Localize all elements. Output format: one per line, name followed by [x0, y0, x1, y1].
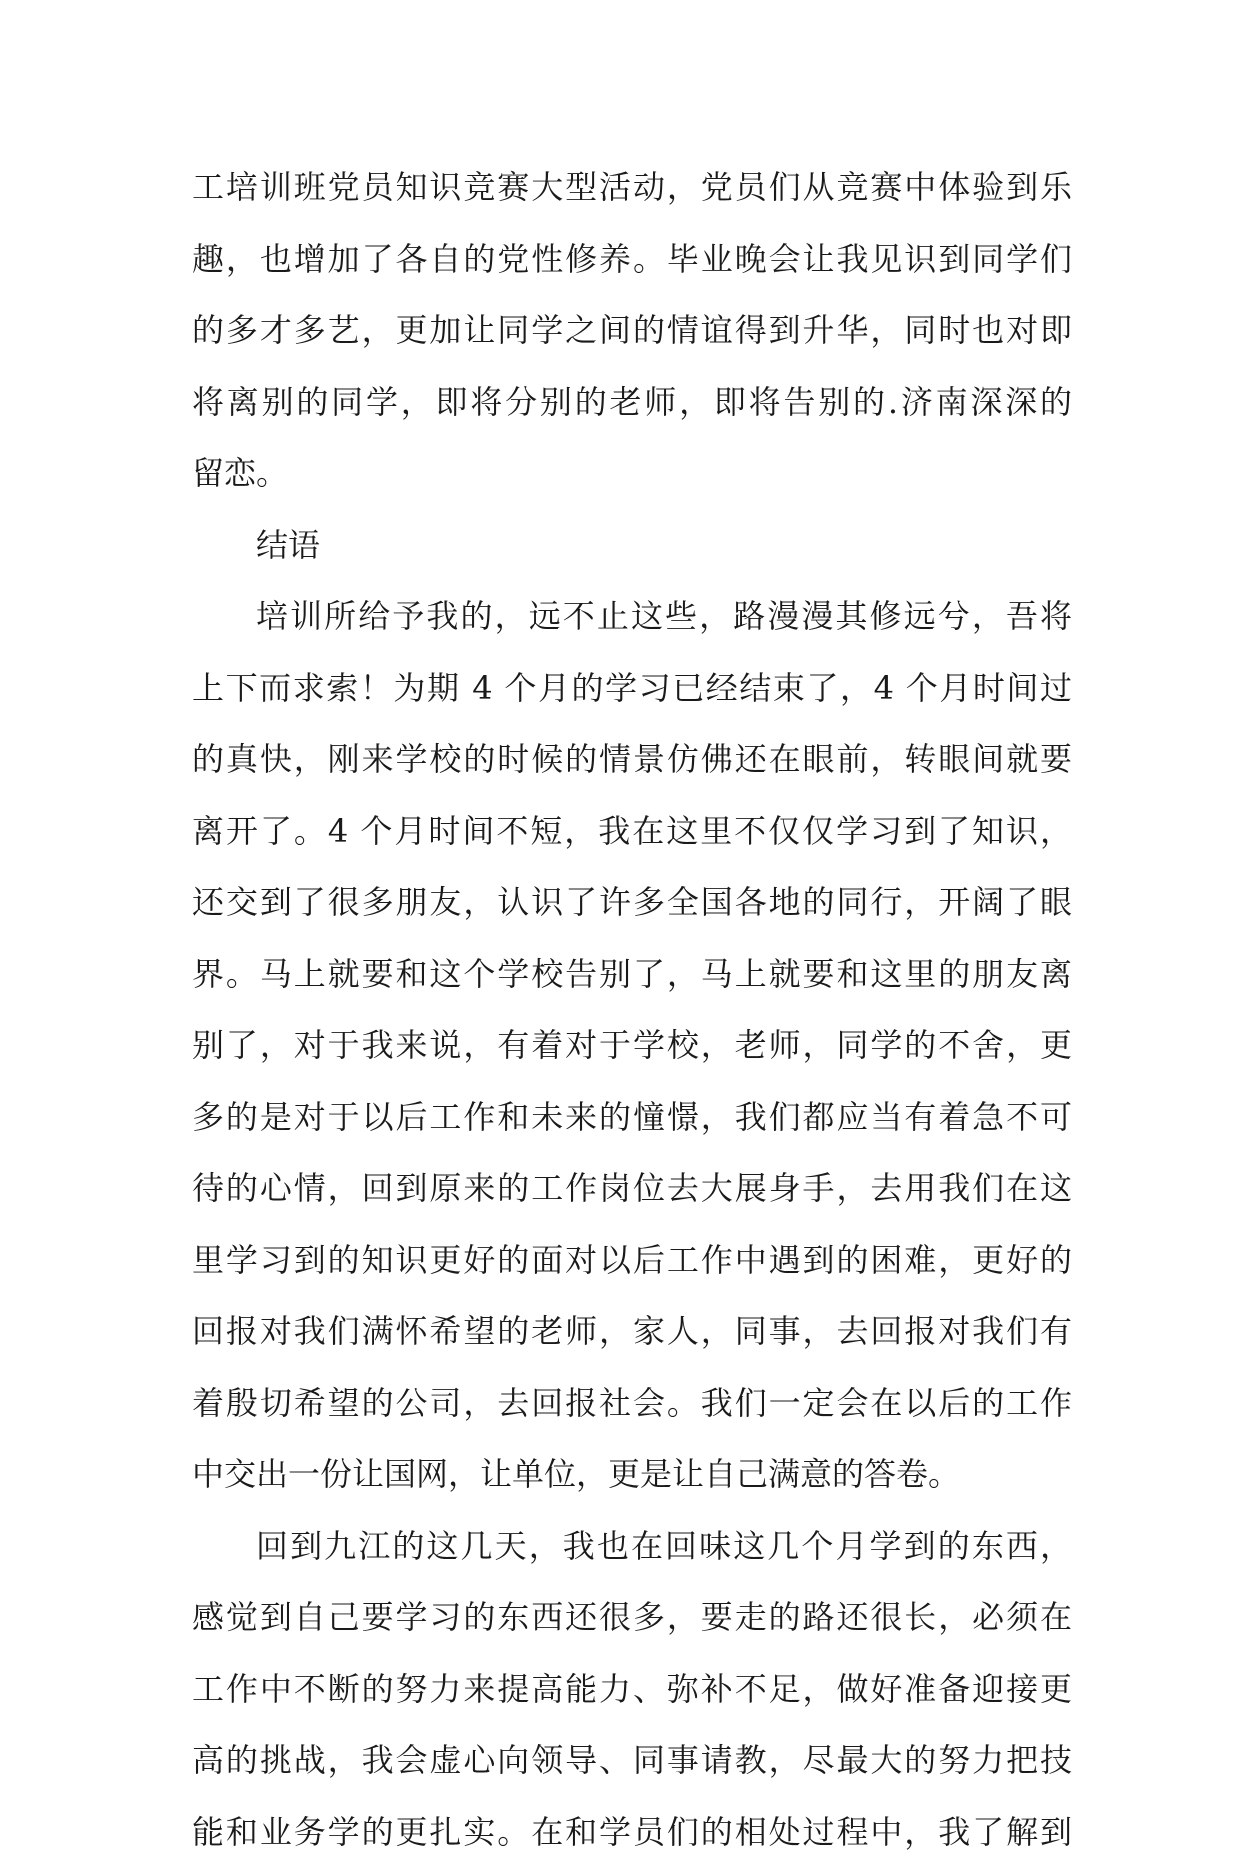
text-line: 趣，也增加了各自的党性修养。毕业晚会让我见识到同学们	[192, 224, 1072, 296]
text-line: 工培训班党员知识竞赛大型活动，党员们从竞赛中体验到乐	[192, 152, 1072, 224]
text-line: 能和业务学的更扎实。在和学员们的相处过程中，我了解到	[192, 1797, 1072, 1868]
text-line: 界。马上就要和这个学校告别了，马上就要和这里的朋友离	[192, 939, 1072, 1011]
text-line: 还交到了很多朋友，认识了许多全国各地的同行，开阔了眼	[192, 867, 1072, 939]
text-line: 留恋。	[192, 438, 1072, 510]
text-line: 别了，对于我来说，有着对于学校，老师，同学的不舍，更	[192, 1010, 1072, 1082]
text-line: 待的心情，回到原来的工作岗位去大展身手，去用我们在这	[192, 1153, 1072, 1225]
text-line: 上下而求索！为期 4 个月的学习已经结束了，4 个月时间过	[192, 653, 1072, 725]
text-line: 培训所给予我的，远不止这些，路漫漫其修远兮，吾将	[192, 581, 1072, 653]
text-line: 多的是对于以后工作和未来的憧憬，我们都应当有着急不可	[192, 1082, 1072, 1154]
text-line: 离开了。4 个月时间不短，我在这里不仅仅学习到了知识，	[192, 796, 1072, 868]
text-line: 感觉到自己要学习的东西还很多，要走的路还很长，必须在	[192, 1582, 1072, 1654]
text-line: 工作中不断的努力来提高能力、弥补不足，做好准备迎接更	[192, 1654, 1072, 1726]
text-line: 中交出一份让国网，让单位，更是让自己满意的答卷。	[192, 1439, 1072, 1511]
text-line: 将离别的同学，即将分别的老师，即将告别的.济南深深的	[192, 367, 1072, 439]
text-line: 回报对我们满怀希望的老师，家人，同事，去回报对我们有	[192, 1296, 1072, 1368]
text-line: 的多才多艺，更加让同学之间的情谊得到升华，同时也对即	[192, 295, 1072, 367]
text-line: 高的挑战，我会虚心向领导、同事请教，尽最大的努力把技	[192, 1725, 1072, 1797]
text-line: 回到九江的这几天，我也在回味这几个月学到的东西，	[192, 1511, 1072, 1583]
text-line: 的真快，刚来学校的时候的情景仿佛还在眼前，转眼间就要	[192, 724, 1072, 796]
text-line: 里学习到的知识更好的面对以后工作中遇到的困难，更好的	[192, 1225, 1072, 1297]
text-line: 结语	[192, 510, 1072, 582]
text-line: 着殷切希望的公司，去回报社会。我们一定会在以后的工作	[192, 1368, 1072, 1440]
body-text	[192, 152, 1072, 1868]
